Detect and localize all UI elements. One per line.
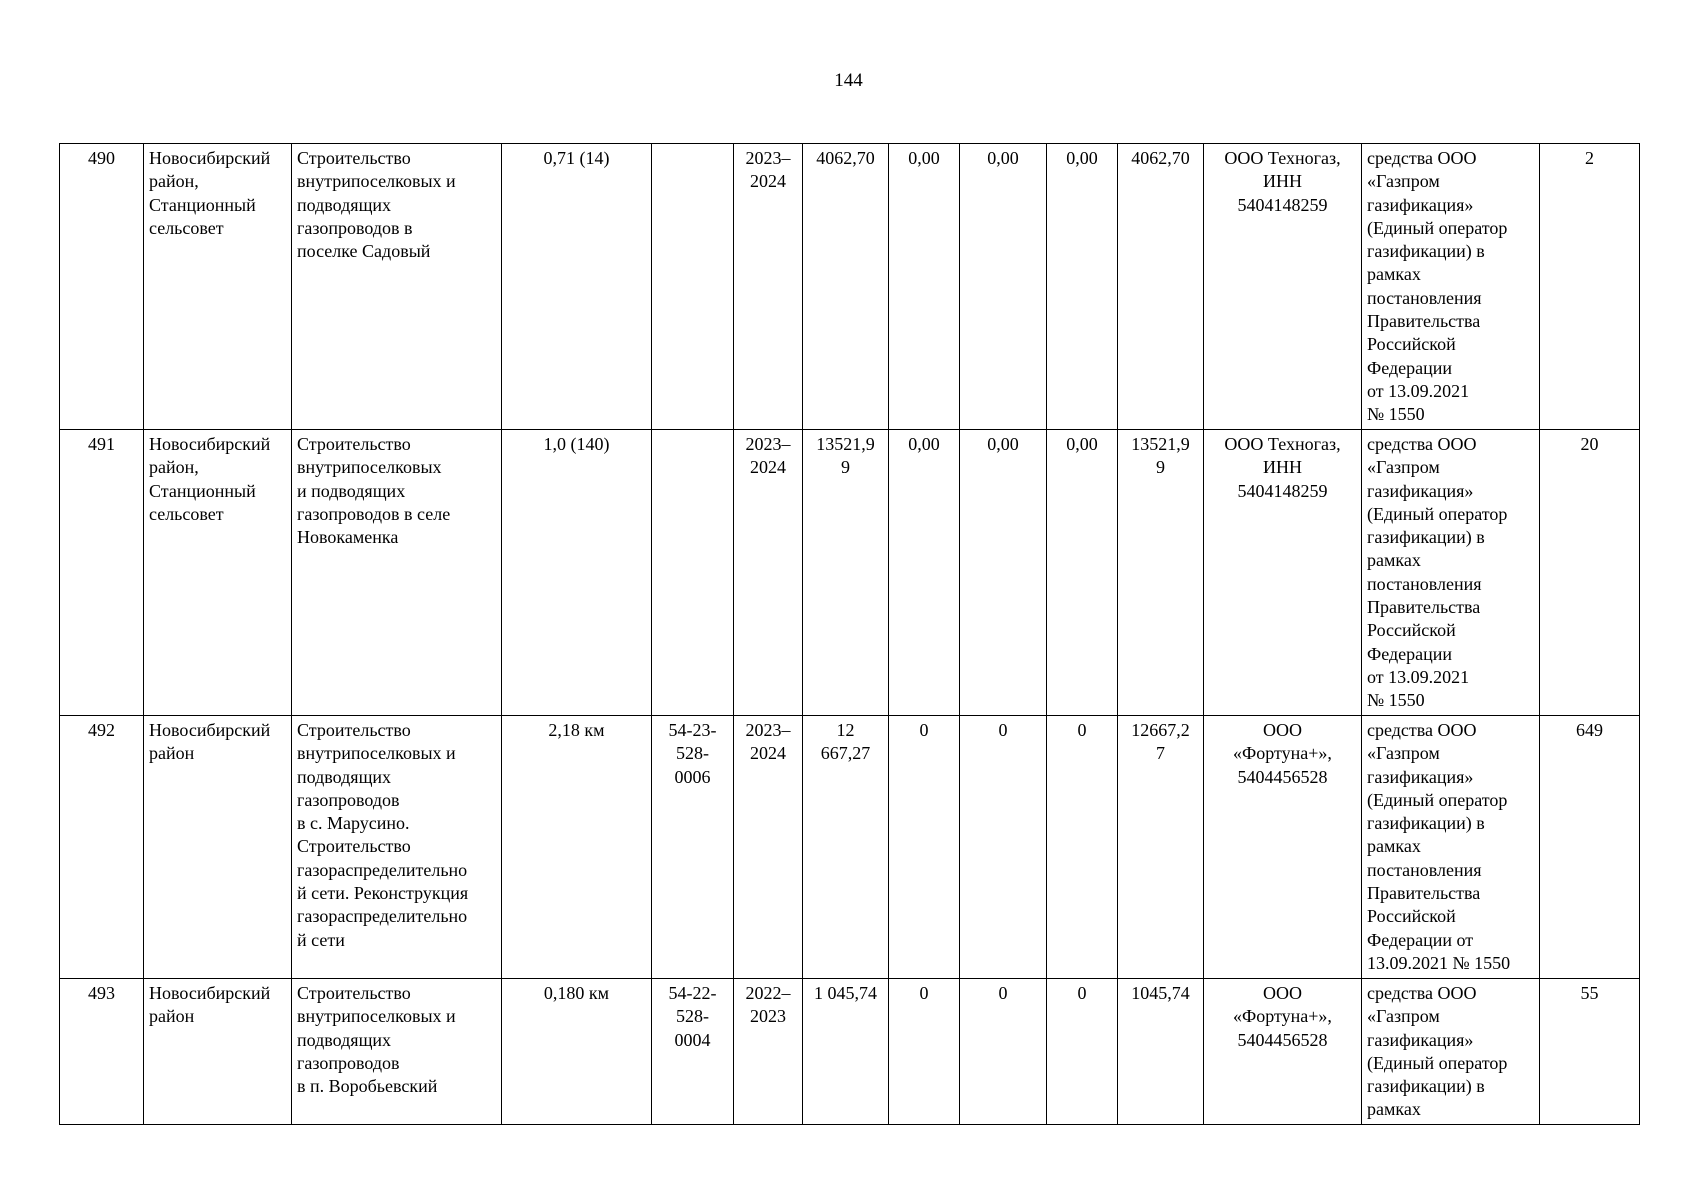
- cell-line: газификации) в: [1367, 1076, 1485, 1097]
- cell-count: [1540, 979, 1640, 1125]
- table-row: [60, 716, 1640, 979]
- cell-line: 5404456528: [1237, 766, 1328, 787]
- cell-line: 2023–: [745, 720, 791, 740]
- cell-line: ИНН: [1263, 457, 1302, 478]
- cell-text: 2,18 км: [548, 720, 605, 740]
- cell-line: внутрипоселковых: [297, 457, 442, 478]
- cell-line: Федерации от: [1367, 929, 1474, 950]
- cell-line: 7: [1156, 743, 1165, 764]
- cell-line: 5404148259: [1237, 194, 1328, 215]
- cell-line: ООО: [1263, 720, 1302, 740]
- cell-period: [734, 716, 803, 979]
- cell-period: [734, 979, 803, 1125]
- cell-line: 13521,9: [1131, 434, 1190, 454]
- cell-line: № 1550: [1367, 404, 1425, 425]
- cell-line: (Единый оператор: [1367, 217, 1508, 238]
- cell-line: сельсовет: [149, 217, 224, 238]
- cell-line: (Единый оператор: [1367, 503, 1508, 524]
- cell-line: 528-: [676, 1006, 709, 1027]
- cell-line: газопроводов в: [297, 217, 413, 238]
- cell-value-2: [960, 979, 1047, 1125]
- cell-line: ООО: [1263, 983, 1302, 1003]
- cell-line: й сети: [297, 929, 345, 950]
- cell-line: поселке Садовый: [297, 241, 431, 262]
- cell-line: (Единый оператор: [1367, 1052, 1508, 1073]
- cell-period: [734, 144, 803, 430]
- table-row: [60, 144, 1640, 430]
- cell-count: [1540, 430, 1640, 716]
- cell-line: Строительство: [297, 434, 411, 454]
- cell-line: Федерации: [1367, 643, 1453, 664]
- cell-value-2: [960, 716, 1047, 979]
- cell-line: 2023–: [745, 148, 791, 168]
- cell-line: и подводящих: [297, 480, 406, 501]
- cell-count: [1540, 144, 1640, 430]
- cell-line: 12: [836, 720, 855, 740]
- cell-line: постановления: [1367, 287, 1482, 308]
- cell-text: 492: [88, 720, 115, 740]
- cell-line: 54-23-: [668, 720, 717, 740]
- cell-value-1: [889, 144, 960, 430]
- page-number: 144: [834, 70, 863, 91]
- cell-line: внутрипоселковых и: [297, 1006, 456, 1027]
- cell-value-1: [889, 716, 960, 979]
- cell-line: Российской: [1367, 906, 1456, 927]
- cell-object: [292, 979, 502, 1125]
- cell-line: рамках: [1367, 550, 1421, 571]
- cell-object: [292, 716, 502, 979]
- cell-line: рамках: [1367, 1099, 1421, 1120]
- cell-line: Новосибирский: [149, 983, 271, 1003]
- cell-text: 0: [998, 720, 1008, 740]
- cell-period: [734, 430, 803, 716]
- cell-total: [803, 979, 889, 1125]
- cell-value-3: [1047, 430, 1118, 716]
- cell-executor: [1204, 144, 1362, 430]
- cell-line: от 13.09.2021: [1367, 380, 1470, 401]
- cell-text: 0: [1077, 720, 1087, 740]
- cell-line: Новосибирский: [149, 148, 271, 168]
- cell-value-4: [1118, 716, 1204, 979]
- cell-funding-source: [1362, 716, 1540, 979]
- cell-line: 2022–: [745, 983, 791, 1003]
- cell-text: 1,0 (140): [543, 434, 610, 454]
- cell-line: Российской: [1367, 620, 1456, 641]
- cell-line: средства ООО: [1367, 434, 1477, 454]
- cell-line: 2023: [750, 1006, 786, 1027]
- cell-line: 0006: [674, 766, 711, 787]
- table-row: [60, 430, 1640, 716]
- cell-line: Станционный: [149, 480, 256, 501]
- cell-code: [652, 979, 734, 1125]
- cell-line: 667,27: [820, 743, 871, 764]
- cell-line: район: [149, 1006, 195, 1027]
- cell-line: подводящих: [297, 1029, 392, 1050]
- cell-length: [502, 144, 652, 430]
- cell-value-3: [1047, 716, 1118, 979]
- cell-line: 12667,2: [1131, 720, 1190, 740]
- cell-line: 4062,70: [816, 148, 875, 168]
- cell-total: [803, 430, 889, 716]
- cell-line: 5404148259: [1237, 480, 1328, 501]
- cell-line: Строительство: [297, 148, 411, 168]
- cell-line: 2024: [750, 171, 786, 192]
- cell-funding-source: [1362, 144, 1540, 430]
- cell-line: газификации) в: [1367, 527, 1485, 548]
- cell-line: 2023–: [745, 434, 791, 454]
- cell-object: [292, 430, 502, 716]
- cell-line: Федерации: [1367, 357, 1453, 378]
- cell-value-1: [889, 979, 960, 1125]
- cell-line: Новосибирский: [149, 434, 271, 454]
- cell-number: [60, 144, 144, 430]
- cell-value-2: [960, 430, 1047, 716]
- cell-value-2: [960, 144, 1047, 430]
- cell-line: «Газпром: [1367, 457, 1440, 478]
- cell-line: Строительство: [297, 720, 411, 740]
- cell-funding-source: [1362, 430, 1540, 716]
- cell-line: газификации) в: [1367, 813, 1485, 834]
- cell-line: подводящих: [297, 194, 392, 215]
- cell-line: 1045,74: [1131, 983, 1190, 1003]
- cell-code: [652, 144, 734, 430]
- cell-line: газификации) в: [1367, 241, 1485, 262]
- cell-line: внутрипоселковых и: [297, 743, 456, 764]
- cell-line: 528-: [676, 743, 709, 764]
- cell-line: постановления: [1367, 573, 1482, 594]
- cell-total: [803, 144, 889, 430]
- cell-text: 0,00: [908, 148, 940, 168]
- cell-line: 54-22-: [668, 983, 717, 1003]
- cell-line: 0004: [674, 1029, 711, 1050]
- cell-line: газопроводов: [297, 1052, 400, 1073]
- cell-text: 0: [919, 720, 929, 740]
- cell-line: Правительства: [1367, 883, 1481, 904]
- cell-line: постановления: [1367, 859, 1482, 880]
- cell-number: [60, 430, 144, 716]
- cell-line: 1 045,74: [814, 983, 877, 1003]
- cell-value-4: [1118, 979, 1204, 1125]
- cell-line: «Газпром: [1367, 743, 1440, 764]
- cell-line: 9: [841, 457, 850, 478]
- cell-line: 2024: [750, 743, 786, 764]
- cell-line: в п. Воробьевский: [297, 1076, 438, 1097]
- cell-line: газопроводов: [297, 789, 400, 810]
- cell-value-4: [1118, 144, 1204, 430]
- cell-text: 0: [919, 983, 929, 1003]
- cell-line: газификация»: [1367, 194, 1474, 215]
- cell-text: 490: [88, 148, 115, 168]
- cell-text: 55: [1580, 983, 1599, 1003]
- cell-value-4: [1118, 430, 1204, 716]
- cell-line: Новосибирский: [149, 720, 271, 740]
- cell-line: 5404456528: [1237, 1029, 1328, 1050]
- cell-number: [60, 979, 144, 1125]
- cell-text: 2: [1585, 148, 1594, 168]
- cell-length: [502, 979, 652, 1125]
- cell-text: 491: [88, 434, 115, 454]
- cell-district: [144, 716, 292, 979]
- cell-code: [652, 430, 734, 716]
- cell-code: [652, 716, 734, 979]
- cell-line: 2024: [750, 457, 786, 478]
- cell-line: Строительство: [297, 983, 411, 1003]
- cell-line: газораспределительно: [297, 906, 468, 927]
- cell-value-1: [889, 430, 960, 716]
- cell-length: [502, 716, 652, 979]
- cell-line: район,: [149, 457, 199, 478]
- cell-text: 0,00: [1066, 148, 1098, 168]
- cell-line: ИНН: [1263, 171, 1302, 192]
- cell-line: район,: [149, 171, 199, 192]
- cell-number: [60, 716, 144, 979]
- cell-executor: [1204, 430, 1362, 716]
- table-row: [60, 979, 1640, 1125]
- cell-line: Правительства: [1367, 311, 1481, 332]
- cell-length: [502, 430, 652, 716]
- cell-line: Строительство: [297, 836, 411, 857]
- cell-total: [803, 716, 889, 979]
- cell-text: 493: [88, 983, 115, 1003]
- cell-district: [144, 430, 292, 716]
- cell-text: 20: [1580, 434, 1599, 454]
- cell-line: «Фортуна+»,: [1233, 743, 1332, 764]
- cell-line: Новокаменка: [297, 527, 399, 548]
- cell-value-3: [1047, 979, 1118, 1125]
- cell-executor: [1204, 716, 1362, 979]
- cell-line: подводящих: [297, 766, 392, 787]
- cell-text: 0,00: [1066, 434, 1098, 454]
- cell-value-3: [1047, 144, 1118, 430]
- cell-line: 9: [1156, 457, 1165, 478]
- cell-line: 13.09.2021 № 1550: [1367, 952, 1511, 973]
- cell-line: 4062,70: [1131, 148, 1190, 168]
- projects-table: [59, 143, 1640, 1125]
- cell-executor: [1204, 979, 1362, 1125]
- cell-line: средства ООО: [1367, 983, 1477, 1003]
- cell-line: й сети. Реконструкция: [297, 883, 469, 904]
- cell-line: Правительства: [1367, 597, 1481, 618]
- cell-count: [1540, 716, 1640, 979]
- cell-line: газораспределительно: [297, 859, 468, 880]
- cell-line: внутрипоселковых и: [297, 171, 456, 192]
- cell-line: № 1550: [1367, 690, 1425, 711]
- cell-line: средства ООО: [1367, 720, 1477, 740]
- cell-object: [292, 144, 502, 430]
- cell-line: газификация»: [1367, 480, 1474, 501]
- cell-line: «Газпром: [1367, 171, 1440, 192]
- cell-line: «Газпром: [1367, 1006, 1440, 1027]
- cell-funding-source: [1362, 979, 1540, 1125]
- cell-line: газификация»: [1367, 1029, 1474, 1050]
- cell-line: средства ООО: [1367, 148, 1477, 168]
- cell-text: 0,00: [987, 434, 1019, 454]
- cell-text: 0: [1077, 983, 1087, 1003]
- cell-line: сельсовет: [149, 503, 224, 524]
- cell-line: (Единый оператор: [1367, 789, 1508, 810]
- cell-text: 649: [1576, 720, 1603, 740]
- cell-line: газификация»: [1367, 766, 1474, 787]
- cell-text: 0: [998, 983, 1008, 1003]
- cell-text: 0,71 (14): [543, 148, 610, 168]
- cell-line: в с. Марусино.: [297, 813, 410, 834]
- cell-line: Станционный: [149, 194, 256, 215]
- cell-line: ООО Техногаз,: [1224, 434, 1341, 454]
- cell-line: 13521,9: [816, 434, 875, 454]
- cell-line: рамках: [1367, 264, 1421, 285]
- cell-line: Российской: [1367, 334, 1456, 355]
- cell-line: район: [149, 743, 195, 764]
- cell-line: рамках: [1367, 836, 1421, 857]
- cell-text: 0,180 км: [543, 983, 610, 1003]
- cell-line: «Фортуна+»,: [1233, 1006, 1332, 1027]
- cell-text: 0,00: [908, 434, 940, 454]
- cell-district: [144, 144, 292, 430]
- cell-line: от 13.09.2021: [1367, 666, 1470, 687]
- cell-district: [144, 979, 292, 1125]
- cell-line: ООО Техногаз,: [1224, 148, 1341, 168]
- cell-text: 0,00: [987, 148, 1019, 168]
- cell-line: газопроводов в селе: [297, 503, 451, 524]
